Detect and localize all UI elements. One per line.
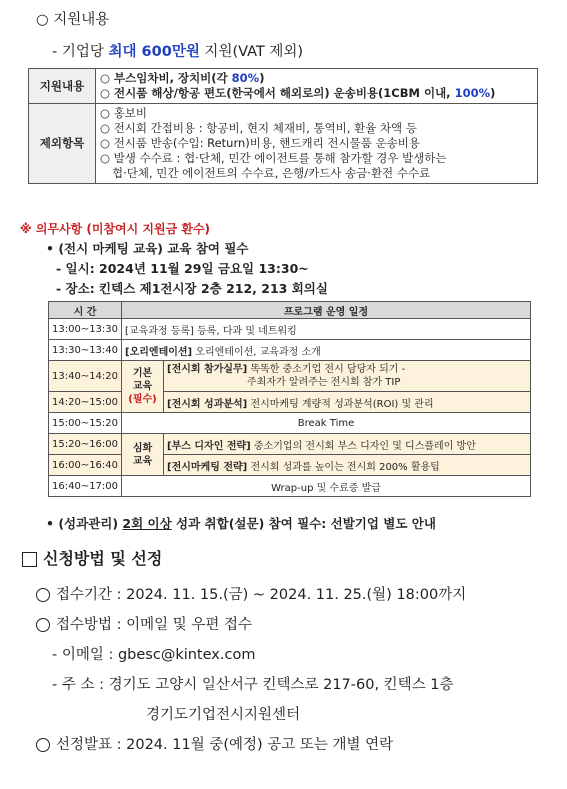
excluded-line: 협·단체, 민간 에이전트의 수수료, 은행/카드사 송금·환전 수수료 <box>112 166 431 180</box>
apply-address-center: 경기도기업전시지원센터 <box>146 707 301 723</box>
excluded-row-label: 제외항목 <box>29 104 96 184</box>
schedule-row <box>49 340 531 361</box>
schedule-program: Break Time <box>122 413 531 434</box>
schedule-row <box>49 361 531 392</box>
schedule-row <box>49 413 531 434</box>
support-row-excluded <box>29 104 538 184</box>
circle-bullet-icon <box>36 738 50 752</box>
duty-date: - 일시: 2024년 11월 29일 금요일 13:30~ <box>56 261 309 276</box>
support-table <box>28 68 538 184</box>
apply-period: 접수기간 : 2024. 11. 15.(금) ~ 2024. 11. 25.(월) 18:00까지 <box>36 583 466 604</box>
schedule-time: 13:30~13:40 <box>49 340 122 361</box>
schedule-row <box>49 319 531 340</box>
schedule-row <box>49 392 531 413</box>
apply-announce: 선정발표 : 2024. 11월 중(예정) 공고 또는 개별 연락 <box>36 733 393 754</box>
checkbox-square-icon <box>22 552 37 567</box>
amount-prefix: - 기업당 <box>52 44 109 60</box>
schedule-program: [오리엔테이션] 오리엔테이션, 교육과정 소개 <box>122 340 531 361</box>
support-row-content <box>96 69 538 104</box>
performance-line: • (성과관리) 2회 이상 성과 취합(설문) 참여 필수: 선발기업 별도 안내 <box>46 516 436 531</box>
support-amount-line <box>52 40 303 61</box>
schedule-time: 15:00~15:20 <box>49 413 122 434</box>
circle-bullet-icon <box>36 588 50 602</box>
schedule-row <box>49 455 531 476</box>
schedule-time: 16:40~17:00 <box>49 476 122 497</box>
support-line-booth: ○ 부스임차비, 장치비(각 80%) <box>100 71 265 85</box>
schedule-program: [전시마케팅 전략] 전시회 성과를 높이는 전시회 200% 활용팁 <box>164 455 531 476</box>
schedule-program: [교육과정 등록] 등록, 다과 및 네트워킹 <box>122 319 531 340</box>
schedule-program: Wrap-up 및 수료증 발급 <box>122 476 531 497</box>
apply-method: 접수방법 : 이메일 및 우편 접수 <box>36 613 252 634</box>
amount-suffix: 지원(VAT 제외) <box>199 44 304 60</box>
excluded-line: ○ 전시회 간접비용 : 항공비, 현지 체재비, 통역비, 환율 차액 등 <box>100 121 417 135</box>
group-basic-label: 기본 교육 (필수) <box>122 361 164 413</box>
col-time-header: 시 간 <box>49 302 122 319</box>
group-advanced-label: 심화 교육 <box>122 434 164 476</box>
schedule-time: 15:20~16:00 <box>49 434 122 455</box>
excluded-line: ○ 홍보비 <box>100 106 148 120</box>
support-row-label: 지원내용 <box>29 69 96 104</box>
apply-email: - 이메일 : gbesc@kintex.com <box>52 647 256 663</box>
col-program-header: 프로그램 운영 일정 <box>122 302 531 319</box>
schedule-time: 16:00~16:40 <box>49 455 122 476</box>
schedule-time: 14:20~15:00 <box>49 392 122 413</box>
excluded-line: ○ 전시품 반송(수입: Return)비용, 핸드캐리 전시물품 운송비용 <box>100 136 420 150</box>
apply-address: - 주 소 : 경기도 고양시 일산서구 킨텍스로 217-60, 킨텍스 1층 <box>52 677 454 693</box>
schedule-table <box>48 301 531 497</box>
schedule-time: 13:40~14:20 <box>49 361 122 392</box>
schedule-program: [전시회 성과분석] 전시마케팅 계량적 성과분석(ROI) 및 관리 <box>164 392 531 413</box>
support-heading: ○ 지원내용 <box>36 12 110 28</box>
schedule-program: [전시회 참가실무] 똑똑한 중소기업 전시 담당자 되기 - 주최자가 알려주는 전시회 참가 TIP <box>164 361 531 392</box>
amount-value: 최대 600만원 <box>108 44 200 60</box>
schedule-header-row <box>49 302 531 319</box>
circle-bullet-icon <box>36 618 50 632</box>
schedule-time: 13:00~13:30 <box>49 319 122 340</box>
excluded-line: ○ 발생 수수료 : 협·단체, 민간 에이전트를 통해 참가할 경우 발생하는 <box>100 151 447 165</box>
schedule-row <box>49 476 531 497</box>
excluded-row-content <box>96 104 538 184</box>
support-row-included <box>29 69 538 104</box>
schedule-row <box>49 434 531 455</box>
duty-place: - 장소: 킨텍스 제1전시장 2층 212, 213 회의실 <box>56 281 328 296</box>
apply-section-title: 신청방법 및 선정 <box>22 546 162 569</box>
schedule-program: [부스 디자인 전략] 중소기업의 전시회 부스 디자인 및 디스플레이 방안 <box>164 434 531 455</box>
duty-title: ※ 의무사항 (미참여시 지원금 환수) <box>20 222 211 236</box>
duty-education: • (전시 마케팅 교육) 교육 참여 필수 <box>46 241 249 256</box>
support-line-shipping: ○ 전시품 해상/항공 편도(한국에서 해외로의) 운송비용(1CBM 이내, 100%) <box>100 86 496 100</box>
